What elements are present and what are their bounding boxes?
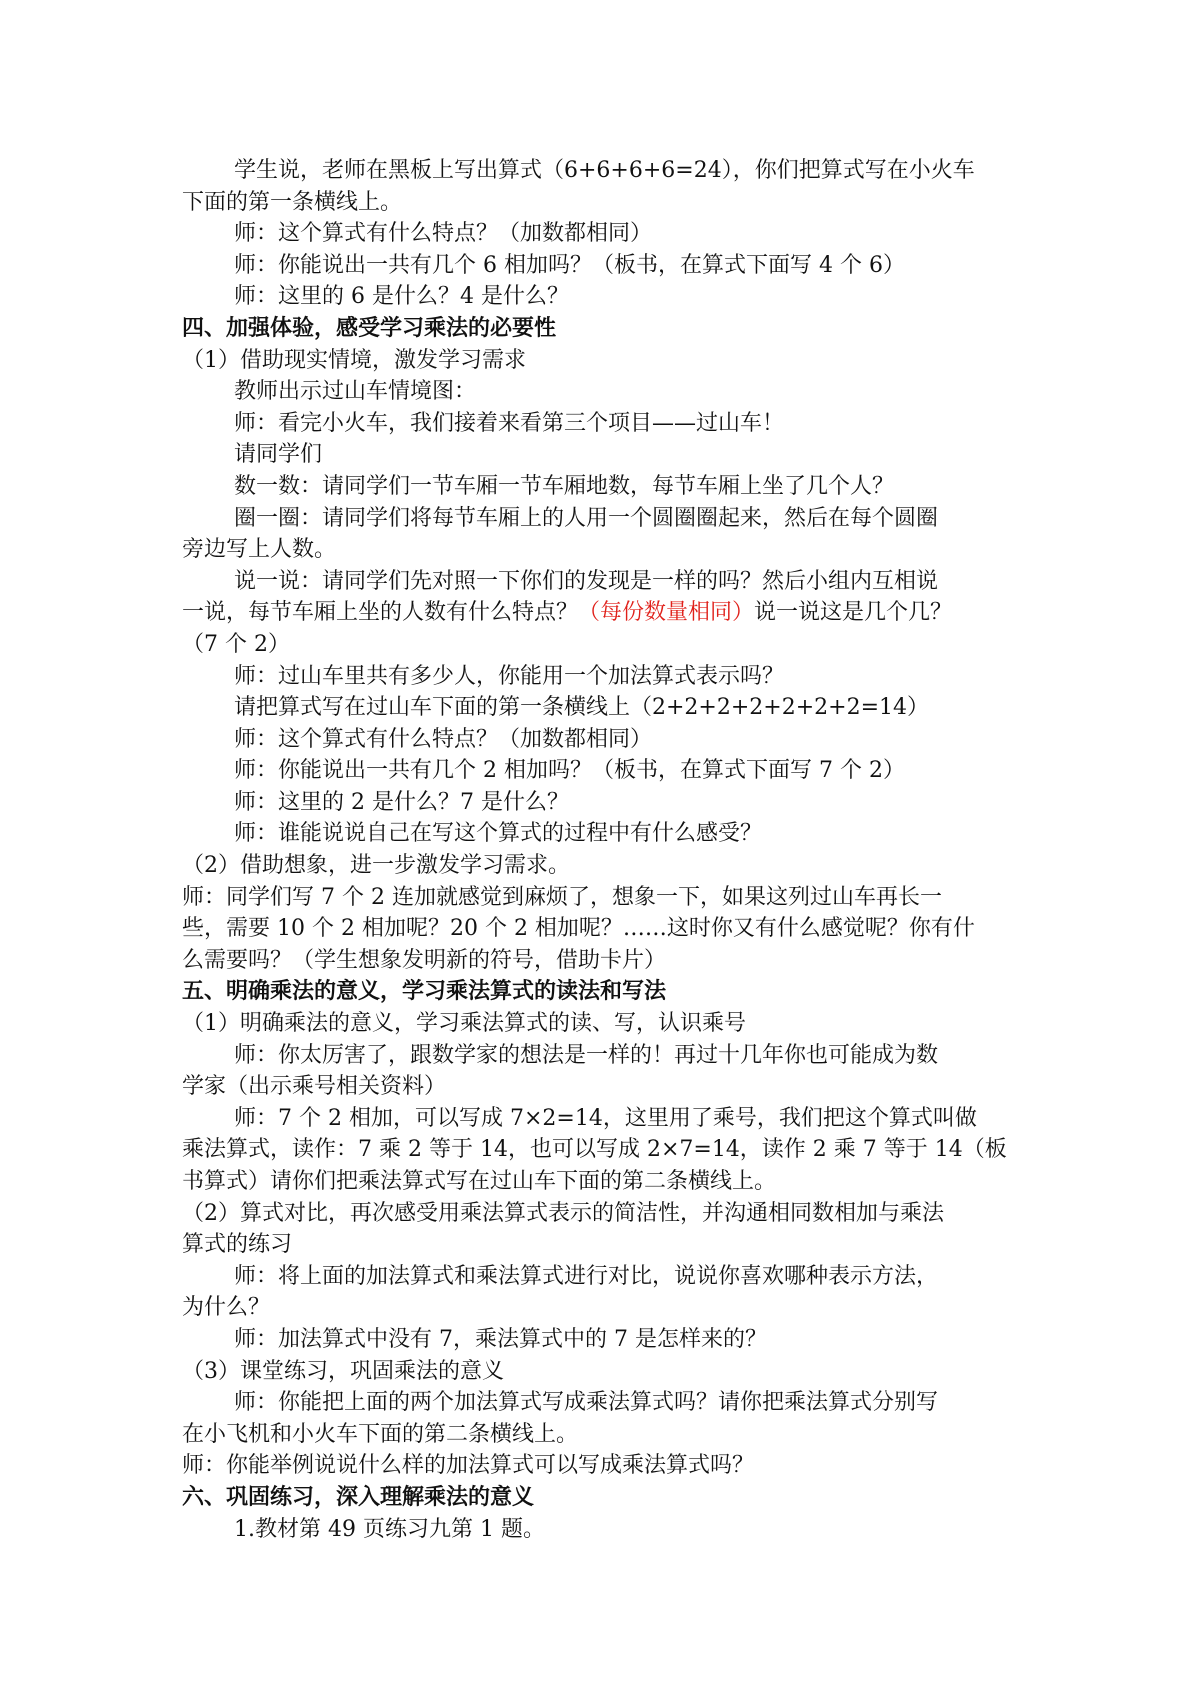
paragraph-line: 师：看完小火车，我们接着来看第三个项目——过山车！ [234, 410, 785, 436]
paragraph-line: 师：这个算式有什么特点？（加数都相同） [234, 726, 653, 752]
paragraph-line: 师：你能举例说说什么样的加法算式可以写成乘法算式吗？ [182, 1453, 755, 1479]
paragraph-line: 师：你太厉害了，跟数学家的想法是一样的！再过十几年你也可能成为数 [234, 1042, 939, 1068]
paragraph-line: 师：将上面的加法算式和乘法算式进行对比，说说你喜欢哪种表示方法， [234, 1263, 939, 1289]
paragraph-line: 算式的练习 [182, 1232, 293, 1258]
paragraph-line: 乘法算式，读作：7 乘 2 等于 14，也可以写成 2×7=14，读作 2 乘 7 等于 14（板 [182, 1137, 1007, 1163]
paragraph-line: 么需要吗？（学生想象发明新的符号，借助卡片） [182, 947, 667, 973]
paragraph-line: 师：过山车里共有多少人，你能用一个加法算式表示吗？ [234, 663, 785, 689]
section-heading: 五、明确乘法的意义，学习乘法算式的读法和写法 [182, 979, 667, 1005]
paragraph-line: 些，需要 10 个 2 相加呢？20 个 2 相加呢？……这时你又有什么感觉呢？你有什 [182, 916, 975, 942]
subsection-heading: （2）借助想象，进一步激发学习需求。 [182, 853, 570, 879]
paragraph-line: 师：7 个 2 相加，可以写成 7×2=14，这里用了乘号，我们把这个算式叫做 [234, 1105, 977, 1131]
paragraph-line-mixed [182, 597, 1012, 629]
paragraph-line: 请同学们 [234, 442, 323, 468]
highlight-text: （每份数量相同） [578, 600, 755, 626]
paragraph-line: 说一说：请同学们先对照一下你们的发现是一样的吗？然后小组内互相说 [234, 568, 939, 594]
subsection-heading: （2）算式对比，再次感受用乘法算式表示的简洁性，并沟通相同数相加与乘法 [182, 1200, 944, 1226]
paragraph-line: 师：这个算式有什么特点？（加数都相同） [234, 221, 653, 247]
text-segment: 说一说这是几个几？ [754, 600, 953, 626]
paragraph-line: 圈一圈：请同学们将每节车厢上的人用一个圆圈圈起来，然后在每个圆圈 [234, 505, 939, 531]
paragraph-line: 为什么？ [182, 1295, 271, 1321]
paragraph-line: 师：这里的 6 是什么？4 是什么？ [234, 284, 569, 310]
section-heading: 四、加强体验，感受学习乘法的必要性 [182, 315, 557, 341]
paragraph-line: 学生说，老师在黑板上写出算式（6+6+6+6=24），你们把算式写在小火车 [234, 158, 975, 183]
paragraph-line: 在小飞机和小火车下面的第二条横线上。 [182, 1421, 579, 1447]
paragraph-line: （7 个 2） [182, 631, 290, 657]
paragraph-line: 旁边写上人数。 [182, 537, 337, 563]
subsection-heading: （1）明确乘法的意义，学习乘法算式的读、写，认识乘号 [182, 1011, 746, 1037]
section-heading: 六、巩固练习，深入理解乘法的意义 [182, 1484, 535, 1510]
subsection-heading: （1）借助现实情境，激发学习需求 [182, 347, 526, 373]
paragraph-line: 下面的第一条横线上。 [182, 189, 403, 215]
paragraph-line: 1.教材第 49 页练习九第 1 题。 [234, 1516, 545, 1542]
paragraph-line: 书算式）请你们把乘法算式写在过山车下面的第二条横线上。 [182, 1169, 777, 1194]
paragraph-line: 请把算式写在过山车下面的第一条横线上（2+2+2+2+2+2+2=14） [234, 695, 930, 721]
document-body [182, 155, 1012, 1545]
paragraph-line: 师：你能说出一共有几个 2 相加吗？（板书，在算式下面写 7 个 2） [234, 758, 905, 784]
paragraph-line: 师：你能把上面的两个加法算式写成乘法算式吗？请你把乘法算式分别写 [234, 1390, 939, 1416]
paragraph-line: 学家（出示乘号相关资料） [182, 1074, 447, 1100]
text-segment: 一说，每节车厢上坐的人数有什么特点？ [182, 600, 579, 626]
paragraph-line: 师：谁能说说自己在写这个算式的过程中有什么感受？ [234, 821, 763, 847]
subsection-heading: （3）课堂练习，巩固乘法的意义 [182, 1358, 504, 1384]
paragraph-line: 师：加法算式中没有 7，乘法算式中的 7 是怎样来的？ [234, 1326, 767, 1352]
paragraph-line: 师：这里的 2 是什么？7 是什么？ [234, 789, 569, 815]
paragraph-line: 师：你能说出一共有几个 6 相加吗？（板书，在算式下面写 4 个 6） [234, 252, 905, 278]
paragraph-line: 教师出示过山车情境图： [234, 379, 477, 405]
paragraph-line: 师：同学们写 7 个 2 连加就感觉到麻烦了，想象一下，如果这列过山车再长一 [182, 884, 942, 910]
paragraph-line: 数一数：请同学们一节车厢一节车厢地数，每节车厢上坐了几个人？ [234, 473, 895, 499]
